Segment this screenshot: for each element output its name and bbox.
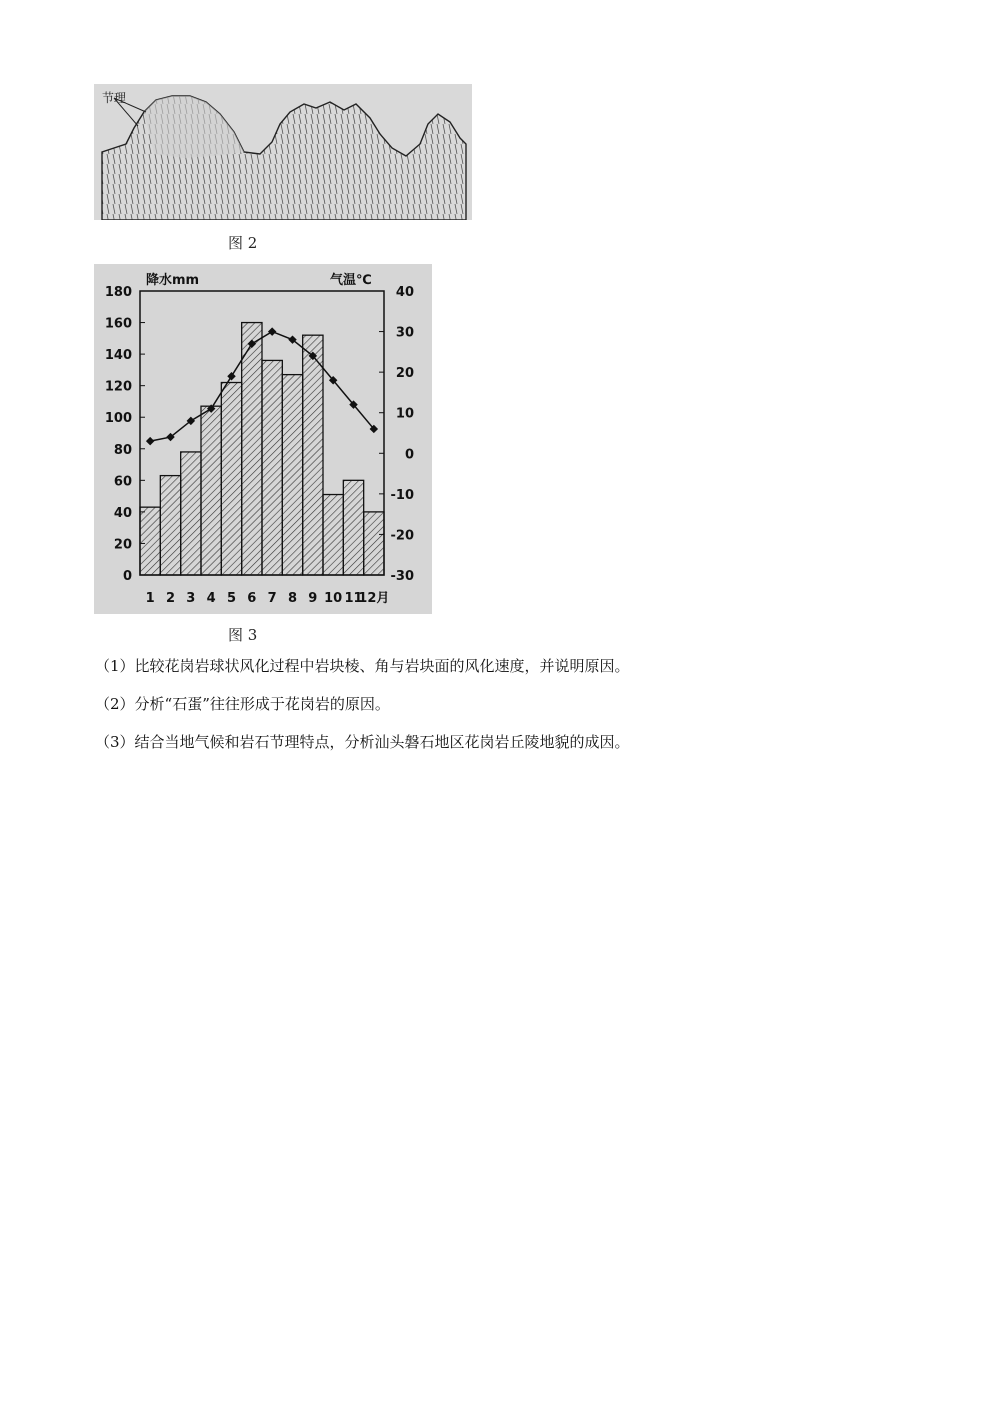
left-tick-label: 40 [113,505,132,521]
question-1-number: （1） [95,657,135,675]
precip-bar-7 [262,360,282,575]
precip-bar-2 [160,476,180,575]
question-1-text: 比较花岗岩球状风化过程中岩块棱、角与岩块面的风化速度，并说明原因。 [134,657,630,675]
temperature-point-1 [146,437,154,445]
figure-2-sketch [94,84,472,220]
left-tick-label: 160 [104,316,132,332]
right-tick-label: -10 [390,487,414,503]
left-tick-label: 20 [113,537,132,553]
precip-bar-10 [323,495,343,575]
left-tick-label: 100 [104,411,132,427]
question-3-number: （3） [95,733,135,751]
precip-bar-11 [343,480,363,575]
right-tick-label: 40 [395,285,414,300]
question-list [95,656,895,770]
left-tick-label: 180 [104,285,132,300]
right-tick-label: 20 [395,366,414,382]
right-tick-label: 0 [404,447,414,463]
figure-2-caption: 图 2 [228,234,258,252]
question-3 [95,732,895,752]
month-label-7: 7 [267,591,277,606]
precip-bar-5 [221,383,241,575]
left-tick-label: 0 [122,569,132,584]
left-tick-label: 80 [113,442,132,458]
question-3-text: 结合当地气候和岩石节理特点，分析汕头磐石地区花岗岩丘陵地貌的成因。 [134,733,630,751]
joint-label: 节理 [102,91,127,105]
right-tick-label: 30 [395,325,414,341]
month-label-4: 4 [206,591,216,606]
precip-bar-8 [282,375,302,575]
month-label-2: 2 [165,591,176,606]
precip-bar-3 [181,452,201,575]
figure-3-climate-chart [94,264,432,614]
right-tick-label: -20 [390,528,414,544]
month-label-6: 6 [247,591,257,606]
precip-bar-4 [201,406,221,575]
month-label-8: 8 [287,591,298,606]
right-tick-label: 10 [395,406,414,422]
precip-bar-6 [242,323,262,575]
question-2-number: （2） [95,695,135,713]
month-label-12: 12月 [358,591,390,606]
question-1 [95,656,895,676]
climate-chart-svg [94,264,432,614]
month-label-9: 9 [308,591,318,606]
month-label-3: 3 [186,591,196,606]
question-2-text: 分析“石蛋”往往形成于花岗岩的原因。 [134,695,390,713]
question-2 [95,694,895,714]
left-tick-label: 140 [104,348,132,364]
month-label-11: 11 [344,591,363,606]
temperature-point-7 [268,327,276,335]
month-label-1: 1 [145,591,155,606]
precip-bar-1 [140,507,160,575]
left-axis-label: 降水mm [146,273,200,288]
month-label-5: 5 [226,591,237,606]
left-tick-label: 60 [113,474,132,490]
temperature-point-5 [227,372,235,380]
precip-bar-9 [303,335,323,575]
figure-3-caption: 图 3 [228,626,258,644]
granite-landform-drawing [94,84,472,220]
right-axis-label: 气温℃ [330,273,372,288]
month-label-10: 10 [324,591,343,606]
precip-bar-12 [364,512,384,575]
right-tick-label: -30 [390,569,414,584]
left-tick-label: 120 [104,379,132,395]
